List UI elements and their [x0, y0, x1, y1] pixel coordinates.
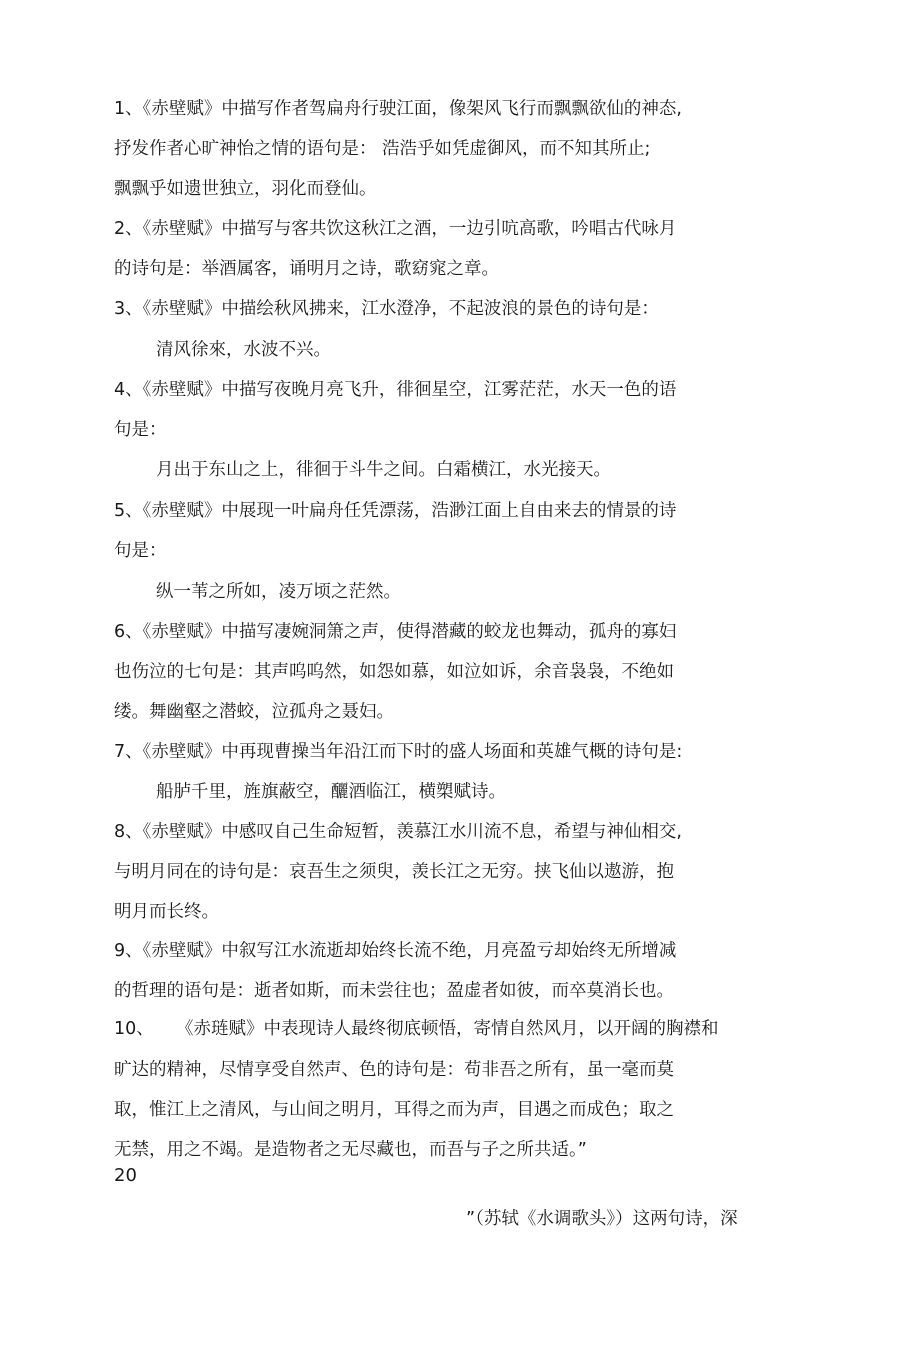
item-4-line-2: 句是： [114, 420, 167, 440]
item-number: 4、 [114, 380, 143, 400]
item-number: 1、 [114, 99, 143, 119]
item-7-line-1: 7、《赤壁赋》中再现曹操当年沿江而下时的盛人场面和英雄气概的诗句是: [114, 742, 683, 762]
item-8-line-1: 8、《赤壁赋》中感叹自己生命短暂，羡慕江水川流不息，希望与神仙相交, [114, 822, 682, 842]
item-9-line-1: 9、《赤壁赋》中叙写江水流逝却始终长流不绝，月亮盈亏却始终无所增减 [114, 941, 677, 961]
item-1-line-1: 1、《赤壁赋》中描写作者驾扁舟行驶江面，像架风飞行而飘飘欲仙的神态, [114, 99, 682, 119]
item-2-line-1: 2、《赤壁赋》中描写与客共饮这秋江之酒，一边引吭高歌，吟唱古代咏月 [114, 219, 677, 239]
item-number: 9、 [114, 941, 143, 961]
item-10-line-3: 取，惟江上之清风，与山间之明月，耳得之而为声，目遇之而成色；取之 [114, 1100, 674, 1120]
item-number: 6、 [114, 622, 143, 642]
item-9-line-2: 的哲理的语句是：逝者如斯，而未尝往也；盈虚者如彼，而卒莫消长也。 [114, 981, 674, 1001]
item-number: 2、 [114, 219, 143, 239]
footer-fragment: ”（苏轼《水调歌头》）这两句诗，深 [466, 1209, 738, 1229]
item-4-line-1: 4、《赤壁赋》中描写夜晚月亮飞升，徘徊星空，江雾茫茫，水天一色的语 [114, 380, 677, 400]
item-number: 3、 [114, 299, 143, 319]
item-10-line-1: 《赤琏赋》中表现诗人最终彻底顿悟，寄情自然风月，以开阔的胸襟和 [176, 1019, 719, 1039]
item-6-line-1: 6、《赤壁赋》中描写凄婉洞箫之声，使得潜藏的蛟龙也舞动，孤舟的寡妇 [114, 622, 677, 642]
item-8-line-3: 明月而长终。 [114, 902, 219, 922]
item-10-number: 10、 [114, 1019, 154, 1039]
item-number: 7、 [114, 742, 143, 762]
page-number: 20 [114, 1165, 137, 1186]
item-6-line-2: 也伤泣的七句是：其声呜呜然，如怨如慕，如泣如诉，余音袅袅，不绝如 [114, 662, 674, 682]
item-8-line-2: 与明月同在的诗句是：哀吾生之须臾，羡长江之无穷。挟飞仙以遨游，抱 [114, 862, 674, 882]
item-10-line-2: 旷达的精神，尽情享受自然声、色的诗句是：苟非吾之所有，虽一毫而莫 [114, 1060, 674, 1080]
item-7-answer: 船胪千里，旌旗蔽空，釃酒临江，横槊赋诗。 [156, 782, 506, 802]
item-number: 8、 [114, 822, 143, 842]
item-3-line-1: 3、《赤壁赋》中描绘秋风拂来，江水澄净，不起波浪的景色的诗句是： [114, 299, 659, 319]
item-5-line-1: 5、《赤壁赋》中展现一叶扁舟任凭漂荡，浩渺江面上自由来去的情景的诗 [114, 501, 677, 521]
item-2-line-2: 的诗句是：举酒属客，诵明月之诗，歌窈窕之章。 [114, 259, 499, 279]
item-6-line-3: 缕。舞幽壑之潜蛟，泣孤舟之聂妇。 [114, 702, 394, 722]
item-5-line-2: 句是： [114, 541, 167, 561]
item-number: 5、 [114, 501, 143, 521]
item-10-line-4: 无禁，用之不竭。是造物者之无尽藏也，而吾与子之所共适。” [114, 1140, 587, 1160]
item-3-answer: 清风徐來，水波不兴。 [156, 340, 331, 360]
item-1-line-3: 飘飘乎如遗世独立，羽化而登仙。 [114, 179, 377, 199]
item-4-answer: 月出于东山之上，徘徊于斗牛之间。白霜横江，水光接天。 [156, 460, 611, 480]
item-1-line-2: 抒发作者心旷神怡之情的语句是： 浩浩乎如凭虚御风，而不知其所止; [114, 139, 651, 159]
item-5-answer: 纵一苇之所如，凌万顷之茫然。 [156, 582, 401, 602]
